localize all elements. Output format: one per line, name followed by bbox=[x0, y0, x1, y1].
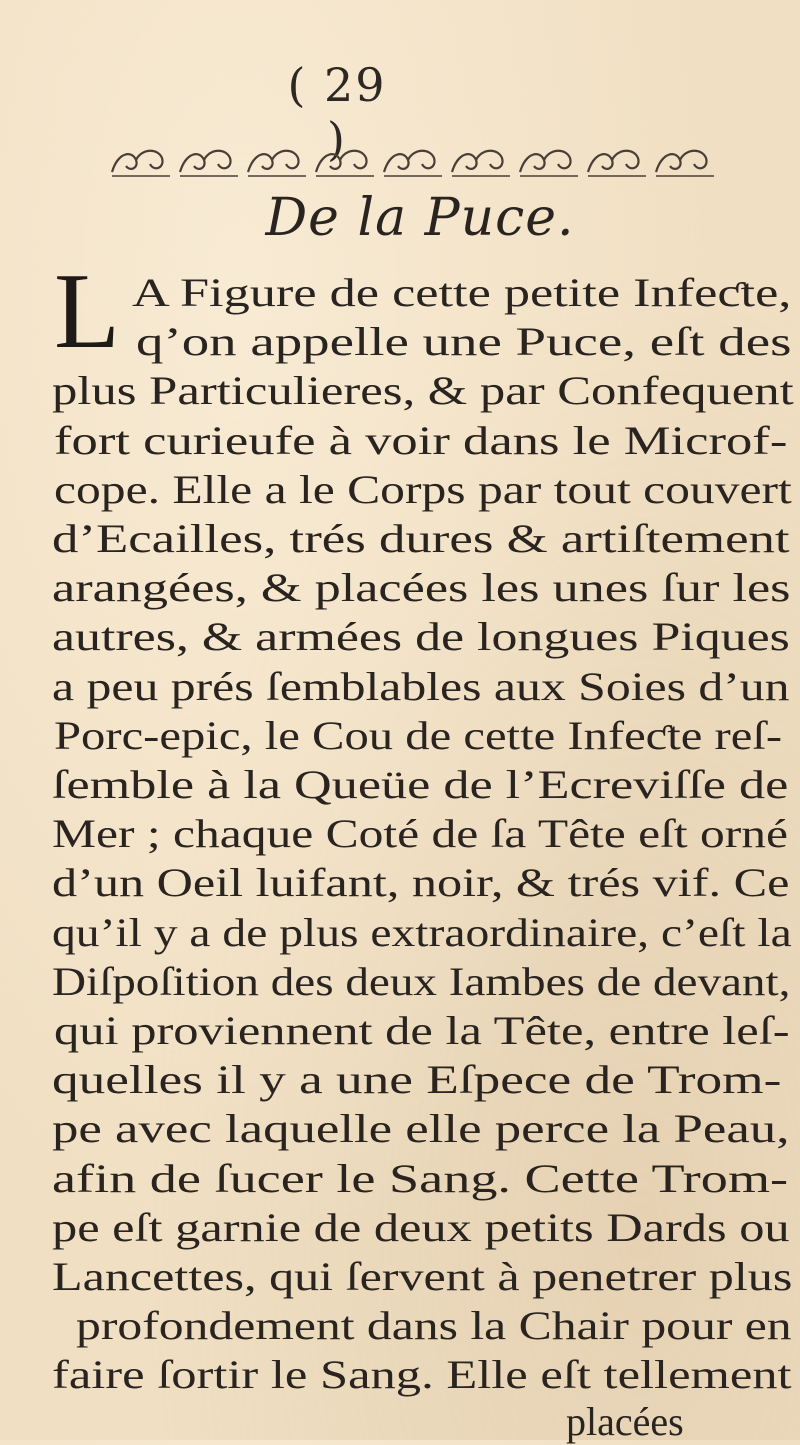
text-line: profondement dans la Chair pour en bbox=[76, 1303, 792, 1349]
page-number: ( 29 ) bbox=[287, 58, 387, 166]
text-line: A Figure de cette petite Infeƈte, bbox=[132, 270, 792, 315]
text-line: ſemble à la Queüe de l’Ecreviſſe de bbox=[52, 762, 789, 807]
ornament-band bbox=[108, 142, 728, 182]
text-line: a peu prés ſemblables aux Soies d’un bbox=[52, 663, 790, 709]
text-line: Mer ; chaque Coté de ſa Tête eſt orné bbox=[52, 811, 789, 857]
drop-cap: L bbox=[54, 252, 120, 371]
text-line: cope. Elle a le Corps par tout couvert bbox=[54, 466, 792, 512]
text-line: afin de ſucer le Sang. Cette Trom- bbox=[52, 1155, 789, 1201]
text-line: autres, & armées de longues Piques bbox=[52, 614, 790, 660]
text-line: fort curieufe à voir dans le Microf- bbox=[54, 417, 788, 463]
text-line: pe avec laquelle elle perce la Peau, bbox=[52, 1106, 790, 1152]
chapter-title: De la Puce. bbox=[265, 188, 575, 248]
text-line: plus Particulieres, & par Confequent bbox=[52, 368, 794, 414]
text-line: q’on appelle une Puce, eſt des bbox=[136, 319, 792, 365]
text-line: qui proviennent de la Tête, entre leſ- bbox=[54, 1008, 790, 1053]
text-line: Porc-epic, le Cou de cette Infeƈte reſ- bbox=[54, 712, 783, 758]
text-line: arangées, & placées les unes ſur les bbox=[52, 565, 791, 611]
text-line: quelles il y a une Eſpece de Trom- bbox=[52, 1057, 782, 1103]
catchword: placées bbox=[566, 1398, 684, 1444]
text-line: Diſpoſition des deux Iambes de devant, bbox=[52, 958, 791, 1004]
text-line: pe eſt garnie de deux petits Dards ou bbox=[52, 1204, 790, 1250]
text-line: d’un Oeil luifant, noir, & trés vif. Ce bbox=[52, 860, 790, 906]
text-line: Lancettes, qui ſervent à penetrer plus bbox=[52, 1254, 793, 1299]
text-line: d’Ecailles, trés dures & artiſtement bbox=[52, 516, 790, 561]
text-line: faire ſortir le Sang. Elle eſt tellement bbox=[52, 1352, 792, 1398]
text-line: qu’il y a de plus extraordinaire, c’eſt la bbox=[52, 909, 792, 955]
